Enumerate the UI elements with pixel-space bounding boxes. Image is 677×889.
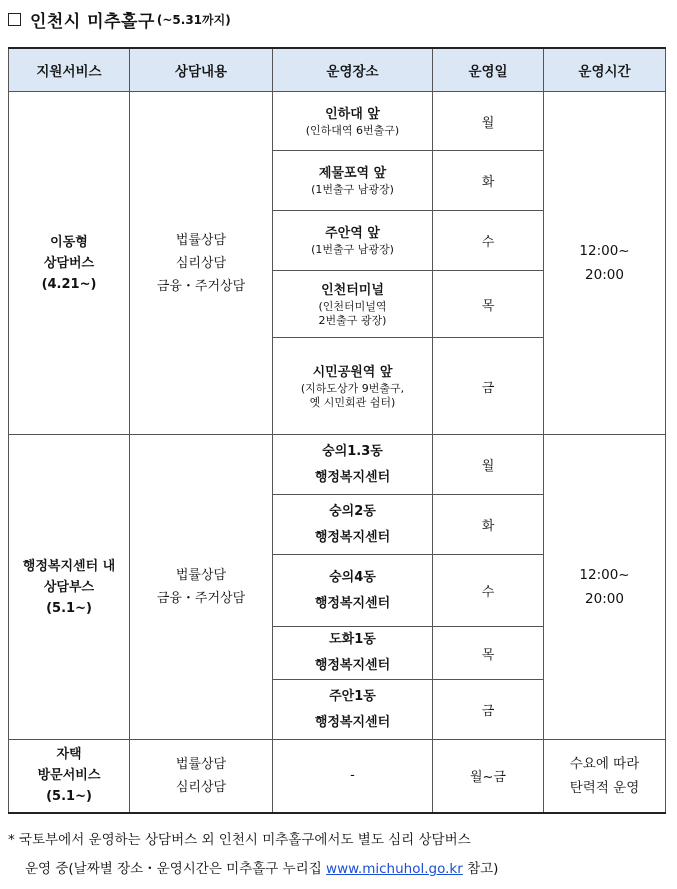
content-mobile-bus: 법률상담 심리상담 금융・주거상담 xyxy=(130,92,273,435)
category-home-visit: 자택 방문서비스 (5.1~) xyxy=(9,740,130,813)
day-cell: 금 xyxy=(433,680,544,740)
day-cell: 월 xyxy=(433,92,544,151)
table-header-row xyxy=(9,48,666,92)
day-cell: 수 xyxy=(433,211,544,271)
location-cell: 제물포역 앞 (1번출구 남광장) xyxy=(273,151,433,211)
time-home-visit: 수요에 따라 탄력적 운영 xyxy=(544,740,666,813)
location-home-visit: - xyxy=(273,740,433,813)
table-row xyxy=(9,92,666,151)
footnote xyxy=(8,826,670,884)
day-cell: 월 xyxy=(433,435,544,495)
location-cell: 도화1동 행정복지센터 xyxy=(273,627,433,680)
day-cell: 금 xyxy=(433,338,544,435)
service-table xyxy=(8,47,666,814)
section-title xyxy=(8,4,231,34)
location-cell: 숭의2동 행정복지센터 xyxy=(273,495,433,555)
michuhol-website-link[interactable]: www.michuhol.go.kr xyxy=(326,861,463,877)
category-mobile-bus: 이동형 상담버스 (4.21~) xyxy=(9,92,130,435)
header-location: 운영장소 xyxy=(273,48,433,92)
title-period: (~5.31까지) xyxy=(156,12,231,27)
footnote-suffix: 참고) xyxy=(462,861,499,877)
location-cell: 주안1동 행정복지센터 xyxy=(273,680,433,740)
location-cell: 인천터미널 (인천터미널역 2번출구 광장) xyxy=(273,271,433,338)
footnote-prefix: 운영 중(날짜별 장소・운영시간은 미추홀구 누리집 xyxy=(25,861,327,877)
location-cell: 주안역 앞 (1번출구 남광장) xyxy=(273,211,433,271)
header-content: 상담내용 xyxy=(130,48,273,92)
footnote-line-2 xyxy=(8,855,670,884)
location-cell: 시민공원역 앞 (지하도상가 9번출구, 옛 시민회관 쉼터) xyxy=(273,338,433,435)
time-booth: 12:00~ 20:00 xyxy=(544,435,666,740)
checkbox-icon xyxy=(8,13,21,26)
table-row xyxy=(9,435,666,495)
day-home-visit: 월~금 xyxy=(433,740,544,813)
title-main: 인천시 미추홀구 xyxy=(30,11,155,32)
location-cell: 인하대 앞 (인하대역 6번출구) xyxy=(273,92,433,151)
header-time: 운영시간 xyxy=(544,48,666,92)
day-cell: 화 xyxy=(433,495,544,555)
footnote-line-1: * 국토부에서 운영하는 상담버스 외 인천시 미추홀구에서도 별도 심리 상담버스 xyxy=(8,832,471,848)
location-cell: 숭의1.3동 행정복지센터 xyxy=(273,435,433,495)
header-day: 운영일 xyxy=(433,48,544,92)
category-booth: 행정복지센터 내 상담부스 (5.1~) xyxy=(9,435,130,740)
content-booth: 법률상담 금융・주거상담 xyxy=(130,435,273,740)
time-mobile-bus: 12:00~ 20:00 xyxy=(544,92,666,435)
day-cell: 목 xyxy=(433,271,544,338)
location-cell: 숭의4동 행정복지센터 xyxy=(273,555,433,627)
day-cell: 화 xyxy=(433,151,544,211)
table-row xyxy=(9,740,666,813)
day-cell: 수 xyxy=(433,555,544,627)
header-service: 지원서비스 xyxy=(9,48,130,92)
day-cell: 목 xyxy=(433,627,544,680)
content-home-visit: 법률상담 심리상담 xyxy=(130,740,273,813)
